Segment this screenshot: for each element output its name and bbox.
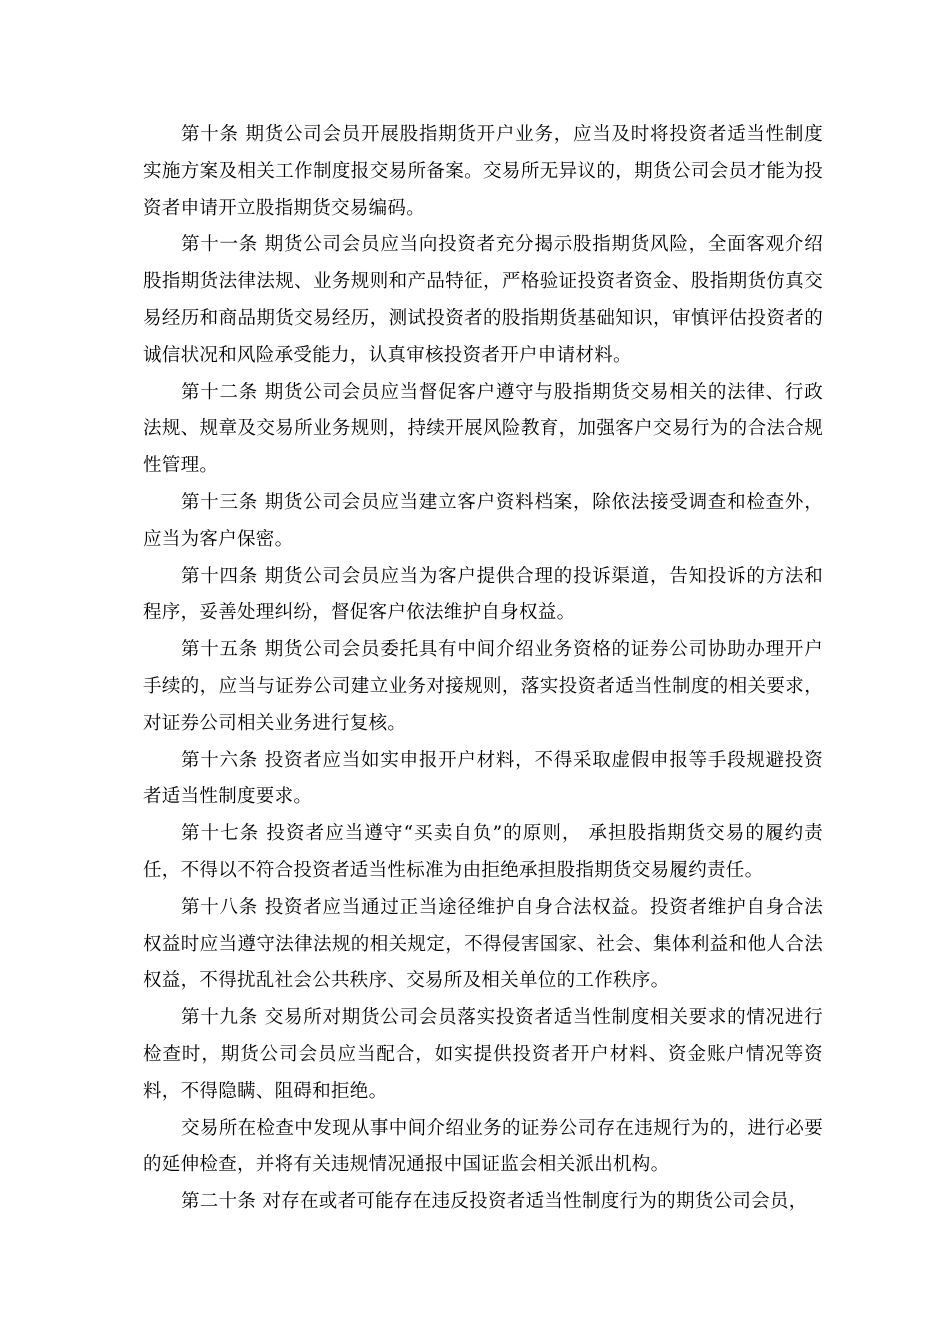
- article-19-paragraph: 第十九条 交易所对期货公司会员落实投资者适当性制度相关要求的情况进行检查时，期货公司会员应当配合，如实提供投资者开户材料、资金账户情况等资料，不得隐瞒、阻碍和拒绝。: [143, 1007, 823, 1102]
- article-18-paragraph: 第十八条 投资者应当通过正当途径维护自身合法权益。投资者维护自身合法权益时应当遵守法律法规的相关规定，不得侵害国家、社会、集体利益和他人合法权益，不得扰乱社会公共秩序、交易所及相关单位的工作秩序。: [143, 896, 823, 992]
- article-16-paragraph: 第十六条 投资者应当如实申报开户材料，不得采取虚假申报等手段规避投资者适当性制度要求。: [143, 749, 823, 808]
- article-11-paragraph: 第十一条 期货公司会员应当向投资者充分揭示股指期货风险，全面客观介绍股指期货法律法规、业务规则和产品特征，严格验证投资者资金、股指期货仿真交易经历和商品期货交易经历，测试投资者的股指期货基础知识，审慎评估投资者的诚信状况和风险承受能力，认真审核投资者开户申请材料。: [143, 234, 823, 366]
- article-19-continuation-paragraph: 交易所在检查中发现从事中间介绍业务的证券公司存在违规行为的，进行必要的延伸检查，并将有关违规情况通报中国证监会相关派出机构。: [143, 1117, 823, 1176]
- article-13-paragraph: 第十三条 期货公司会员应当建立客户资料档案，除依法接受调查和检查外，应当为客户保密。: [143, 491, 823, 550]
- article-17-paragraph: 第十七条 投资者应当遵守“买卖自负”的原则， 承担股指期货交易的履约责任，不得以不符合投资者适当性标准为由拒绝承担股指期货交易履约责任。: [143, 823, 823, 881]
- article-12-paragraph: 第十二条 期货公司会员应当督促客户遵守与股指期货交易相关的法律、行政法规、规章及交易所业务规则，持续开展风险教育，加强客户交易行为的合法合规性管理。: [143, 381, 823, 477]
- article-14-paragraph: 第十四条 期货公司会员应当为客户提供合理的投诉渠道，告知投诉的方法和程序，妥善处理纠纷，督促客户依法维护自身权益。: [143, 565, 823, 624]
- article-20-paragraph: 第二十条 对存在或者可能存在违反投资者适当性制度行为的期货公司会员，: [181, 1191, 808, 1213]
- document-body: [143, 117, 823, 1221]
- article-15-paragraph: 第十五条 期货公司会员委托具有中间介绍业务资格的证券公司协助办理开户手续的，应当与证券公司建立业务对接规则，落实投资者适当性制度的相关要求，对证券公司相关业务进行复核。: [143, 639, 823, 734]
- article-10-paragraph: 第十条 期货公司会员开展股指期货开户业务，应当及时将投资者适当性制度实施方案及相关工作制度报交易所备案。交易所无异议的，期货公司会员才能为投资者申请开立股指期货交易编码。: [143, 124, 823, 219]
